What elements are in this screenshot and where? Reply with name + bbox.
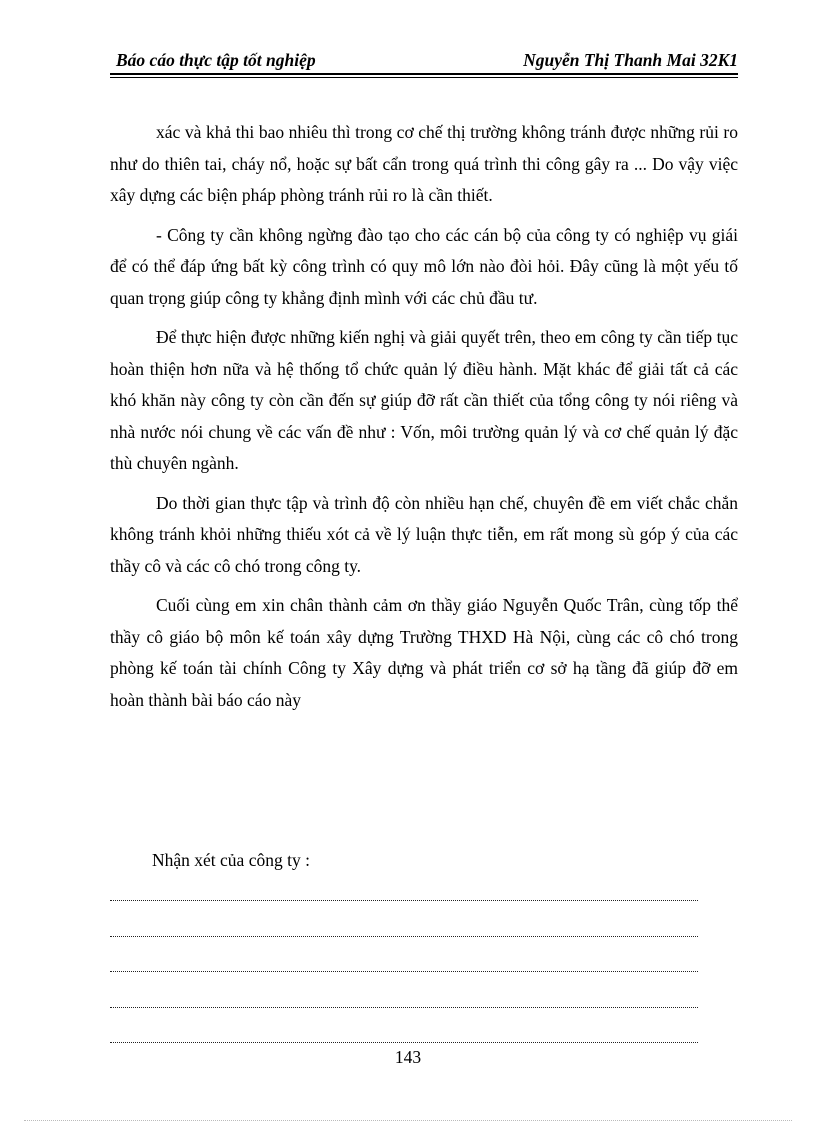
paragraph-risk-prevention: xác và khả thi bao nhiêu thì trong cơ chế thị trường không tránh được những rủi ro như do thiên tai, cháy nổ, hoặc sự bất cẩn trong quá trình thi công gây ra ... Do vậy việc xây dựng các biện pháp phòng tránh rủi ro là cần thiết.	[110, 122, 738, 205]
header-rule-thin	[110, 77, 738, 78]
page-header	[110, 48, 738, 72]
report-title: Báo cáo thực tập tốt nghiệp	[116, 50, 316, 70]
company-comment-label: Nhận xét của công ty :	[152, 850, 310, 870]
comment-line	[110, 936, 698, 937]
comment-line	[110, 1007, 698, 1008]
paragraph-acknowledgements: Cuối cùng em xin chân thành cảm ơn thầy giáo Nguyễn Quốc Trân, cùng tốp thể thầy cô giáo bộ môn kế toán xây dựng Trường THXD Hà Nội, cùng các cô chó trong phòng kế toán tài chính Công ty Xây dựng và phát triển cơ sở hạ tầng đã giúp đỡ em hoàn thành bài báo cáo này	[110, 595, 738, 710]
header-rule	[110, 73, 738, 75]
page-number: 143	[394, 1047, 422, 1067]
comment-line	[110, 1042, 698, 1043]
comment-line	[110, 900, 698, 901]
paragraph-recommendations: Để thực hiện được những kiến nghị và giải quyết trên, theo em công ty cần tiếp tục hoàn thiện hơn nữa và hệ thống tổ chức quản lý điều hành. Mặt khác để giải tất cả các khó khăn này công ty còn cần đến sự giúp đỡ rất cần thiết của tổng công ty nói riêng và nhà nước nói chung về các vấn đề như : Vốn, môi trường quản lý và cơ chế quản lý đặc thù chuyên ngành.	[110, 327, 738, 473]
comment-line	[110, 971, 698, 972]
paragraph-limitations: Do thời gian thực tập và trình độ còn nhiều hạn chế, chuyên đề em viết chắc chắn không tránh khỏi những thiếu xót cả về lý luận thực tiễn, em rất mong sù góp ý của các thầy cô và các cô chó trong công ty.	[110, 492, 738, 576]
author-name: Nguyễn Thị Thanh Mai 32K1	[523, 50, 738, 70]
body-text	[110, 117, 738, 716]
paragraph-staff-training: - Công ty cần không ngừng đào tạo cho các cán bộ của công ty có nghiệp vụ giái để có thể đáp ứng bất kỳ công trình có quy mô lớn nào đòi hỏi. Đây cũng là một yếu tố quan trọng giúp công ty khẳng định mình với các chủ đầu tư.	[110, 224, 738, 308]
page-bottom-border	[24, 1120, 792, 1121]
